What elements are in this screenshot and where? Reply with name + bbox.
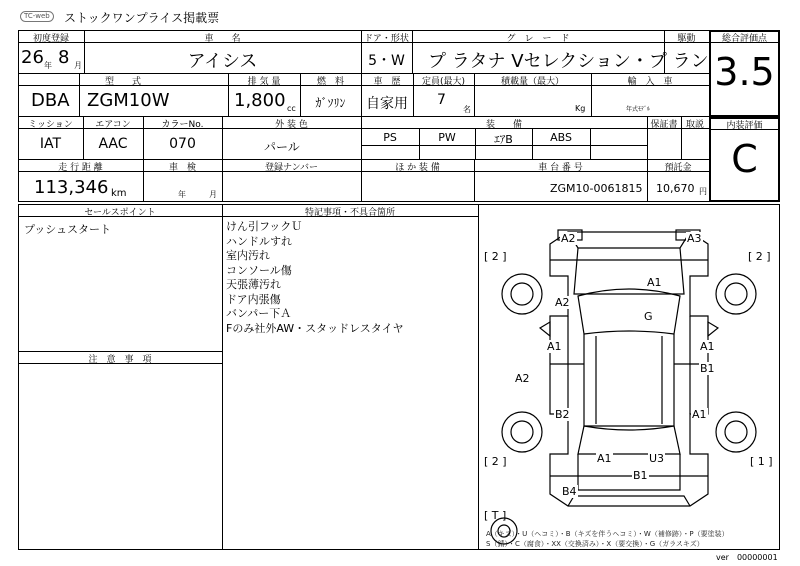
overall-score-label: 総合評価点 <box>721 34 767 44</box>
ext-color: パール <box>264 140 300 154</box>
inspection-label: 車 検 <box>168 163 196 173</box>
interior-score: C <box>731 137 758 181</box>
page-title: ストックワンプライス掲載票 <box>64 11 220 25</box>
note-item: バンパー下Ａ <box>226 307 292 320</box>
color-no-label: カラーNo. <box>161 120 204 130</box>
equip-ps: PS <box>383 131 397 144</box>
capacity-label: 定員(最大) <box>421 77 466 87</box>
month-unit: 月 <box>74 61 82 70</box>
tire-rear-right <box>716 412 756 452</box>
fuel: ｶﾞｿﾘﾝ <box>315 96 346 110</box>
inspection-year-unit: 年 <box>178 190 186 199</box>
import-label: 輸 入 車 <box>627 77 673 87</box>
damage-legend-line-2: S（錆）・C（腐食）・XX（交換済み）・X（要交換）・G（ガラスキズ） <box>486 540 704 548</box>
damage-rear-left: A1 <box>597 452 612 465</box>
model: ZGM10W <box>87 90 170 111</box>
door-shape: 5・W <box>368 53 405 69</box>
tire-label-rear-right: [ 1 ] <box>750 455 773 468</box>
note-item: ドア内張傷 <box>226 292 281 306</box>
capacity-unit: 名 <box>463 105 471 114</box>
note-item: けん引フックＵ <box>226 220 303 233</box>
damage-hood-right: A1 <box>647 276 662 289</box>
logo: TC-web <box>20 11 54 22</box>
damage-top-right: A3 <box>687 232 702 245</box>
mileage-label: 走 行 距 離 <box>58 163 103 173</box>
interior-score-label: 内装評価 <box>726 121 763 131</box>
capacity: 7 <box>437 92 446 108</box>
first-reg-year: 26 <box>21 47 44 68</box>
warranty-label: 保証書 <box>650 120 678 130</box>
damage-rear-door-right: B1 <box>700 362 715 375</box>
mileage: 113,346 <box>34 177 109 198</box>
tire-label-front-left: [ 2 ] <box>484 250 507 263</box>
damage-front-door-right: A1 <box>700 340 715 353</box>
door-shape-label: ドア・形状 <box>364 34 409 44</box>
damage-hood-left: A2 <box>555 296 570 309</box>
damage-rear-bumper: B4 <box>562 485 577 498</box>
damage-rear-fender-right: A1 <box>692 408 707 421</box>
history-label: 車 歴 <box>373 77 401 87</box>
damage-left-side: A2 <box>515 372 530 385</box>
version-label: ver 00000001 <box>716 553 778 562</box>
inspection-month-unit: 月 <box>209 190 217 199</box>
car-name-label: 車 名 <box>204 34 241 44</box>
yen-unit: 円 <box>699 187 707 196</box>
tire-rear-left <box>502 412 542 452</box>
manual-label: 取説 <box>685 120 704 130</box>
model-year-unit: 年式ﾓﾃﾞﾙ <box>626 106 651 113</box>
deposit: 10,670 <box>656 182 695 195</box>
aircon: AAC <box>98 136 128 152</box>
equipment-label: 装 備 <box>485 120 522 130</box>
tire-label-rear-left: [ 2 ] <box>484 455 507 468</box>
damage-rear-center: B1 <box>633 469 648 482</box>
color-no: 070 <box>169 136 196 152</box>
damage-rear-door-left: B2 <box>555 408 570 421</box>
damage-rear-right: U3 <box>649 452 665 465</box>
plate-label: 登録ナンバー <box>265 163 318 173</box>
sales-point-label: セールスポイント <box>84 208 156 218</box>
tire-front-left <box>502 274 542 314</box>
mission-label: ミッション <box>28 120 73 130</box>
year-unit: 年 <box>44 61 52 70</box>
chassis-label: 車 台 番 号 <box>538 163 583 173</box>
note-item: Fのみ社外AW・スタッドレスタイヤ <box>226 321 404 335</box>
mission: IAT <box>39 136 62 152</box>
sales-point: プッシュスタート <box>24 223 112 236</box>
chassis-no: ZGM10-0061815 <box>550 182 643 195</box>
car-body-outline <box>550 232 708 506</box>
damage-windshield: G <box>644 310 653 323</box>
grade-label: グ レ ー ド <box>506 34 570 44</box>
drive-label: 駆動 <box>677 34 696 44</box>
history: 自家用 <box>366 96 408 112</box>
damage-legend-line-1: A（キズ）・U（ヘコミ）・B（キズを伴うヘコミ）・W（補修跡）・P（要塗装） <box>486 530 729 538</box>
first-reg-month: 8 <box>58 47 70 68</box>
displacement-label: 排 気 量 <box>247 77 281 87</box>
ext-color-label: 外 装 色 <box>275 120 308 130</box>
tire-label-spare: [ T ] <box>484 509 507 522</box>
note-item: ハンドルすれ <box>226 234 292 248</box>
caution-label: 注 意 事 項 <box>88 355 152 365</box>
note-item: 室内汚れ <box>226 249 270 262</box>
notes-list <box>226 220 404 336</box>
model-label: 型 式 <box>104 77 141 87</box>
damage-top-left: A2 <box>561 232 576 245</box>
deposit-label: 預託金 <box>664 163 692 173</box>
model-prefix: DBA <box>31 90 70 111</box>
note-item: 天張薄汚れ <box>226 278 281 291</box>
notes-label: 特記事項・不具合箇所 <box>304 208 395 218</box>
load-label: 積載量（最大） <box>500 77 564 87</box>
equip-abs: ABS <box>550 131 572 144</box>
damage-front-door-left: A1 <box>547 340 562 353</box>
fuel-label: 燃 料 <box>316 77 344 87</box>
tire-front-right <box>716 274 756 314</box>
cc-unit: cc <box>287 104 296 113</box>
first-reg-label: 初度登録 <box>32 34 69 44</box>
kg-unit: Kg <box>575 104 586 113</box>
tire-label-front-right: [ 2 ] <box>748 250 771 263</box>
car-name: アイシス <box>187 51 258 72</box>
note-item: コンソール傷 <box>226 263 292 277</box>
overall-score: 3.5 <box>714 50 775 94</box>
aircon-label: エアコン <box>95 120 131 130</box>
grade: プ ラタナ Vセレクション・プ ラン <box>428 51 709 72</box>
km-unit: km <box>111 188 127 199</box>
other-equip-label: ほ か 装 備 <box>395 163 440 173</box>
equip-airbag: ｴｱB <box>494 133 513 146</box>
displacement: 1,800 <box>234 90 286 111</box>
equip-pw: PW <box>438 131 456 144</box>
